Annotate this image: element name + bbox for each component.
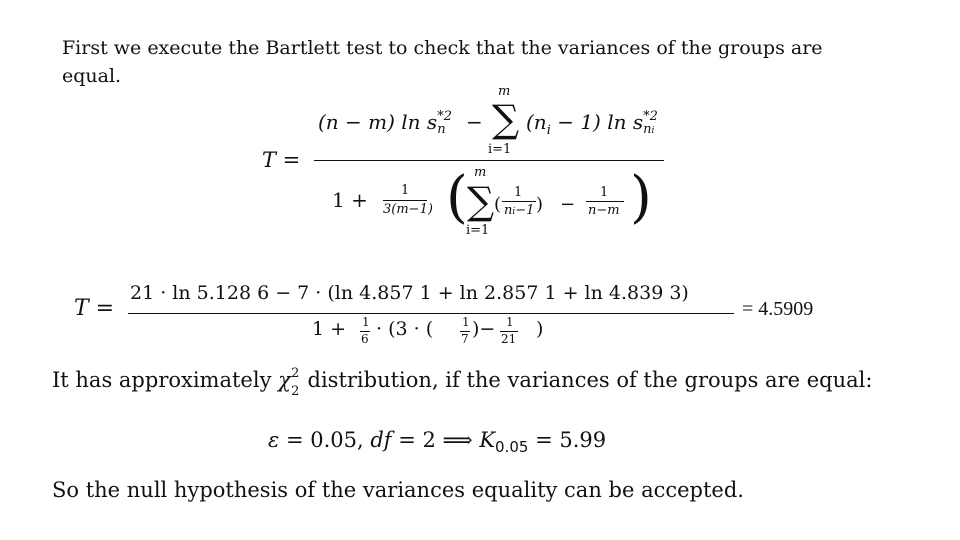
general-den-one-plus: 1 + [332, 188, 368, 212]
general-den-close-paren: ) [630, 165, 652, 230]
numeric-den-frac3-num: 1 [506, 315, 514, 329]
intro-paragraph [62, 34, 922, 90]
numeric-fraction-bar [128, 313, 734, 314]
general-den-inner-num: 1 [514, 185, 523, 200]
general-lhs: T = [262, 148, 301, 172]
general-sum-symbol: ∑ [492, 97, 520, 141]
general-den-last-num: 1 [600, 185, 609, 200]
critical-value-line: ε = 0.05, df = 2 ⟹ $K_{0.05} = 5.99$ [268, 428, 607, 456]
general-num-part1: (n − m) $\ln s^{*2}$ n [318, 109, 452, 137]
general-den-inner-close: ) [536, 194, 544, 215]
numeric-result: = 4.5909 [742, 298, 814, 320]
general-den-last-den: n−m [588, 203, 620, 218]
general-den-sum-bottom: i=1 [466, 223, 490, 238]
general-den-minus: − [560, 194, 576, 215]
general-den-open-paren: ( [446, 165, 468, 230]
numeric-den-middle: · (3 · ( [376, 318, 434, 340]
general-sum-top: m [498, 84, 511, 99]
numeric-den-frac2-num: 1 [462, 315, 470, 329]
numeric-den-close-minus: )− [472, 318, 496, 340]
general-num-part2: $(n_i - 1)$ $\ln s^{*2}$ ni [526, 109, 658, 138]
general-den-sum-top: m [474, 165, 487, 180]
general-den-frac-den: 3(m−1) [383, 202, 433, 217]
general-den-inner-bar [502, 201, 536, 202]
numeric-den-frac1-num: 1 [362, 315, 370, 329]
general-den-inner-den: ni−1 [504, 203, 535, 218]
chi-square-line: It has approximately χ 2 2 distribution, if the variances of the groups are equal: [52, 366, 873, 399]
numeric-lhs: T = [74, 296, 115, 321]
general-den-last-bar [586, 201, 624, 202]
chi-symbol: χ 2 2 [278, 366, 300, 399]
numeric-den-frac1-den: 6 [361, 332, 369, 346]
general-sum-bottom: i=1 [488, 142, 512, 157]
general-den-inner-open: ( [494, 194, 502, 215]
intro-line-2: equal. [62, 65, 122, 87]
numeric-den-one-plus: 1 + [312, 318, 347, 340]
numeric-den-frac3-den: 21 [501, 332, 517, 346]
conclusion-line: So the null hypothesis of the variances equality can be accepted. [52, 478, 744, 502]
numeric-numerator: 21 · ln 5.128 6 − 7 · (ln 4.857 1 + ln 2.857 1 + ln 4.839 3) [130, 282, 689, 304]
general-num-minus: − [466, 110, 483, 134]
general-den-sum-symbol: ∑ [467, 179, 495, 223]
intro-line-1: First we execute the Bartlett test to check that the variances of the groups are [62, 37, 823, 59]
numeric-den-frac2-den: 7 [461, 332, 469, 346]
general-den-frac-bar [383, 200, 427, 201]
general-den-frac-num: 1 [401, 183, 410, 198]
numeric-den-close: ) [536, 318, 544, 340]
general-fraction-bar [314, 160, 664, 161]
